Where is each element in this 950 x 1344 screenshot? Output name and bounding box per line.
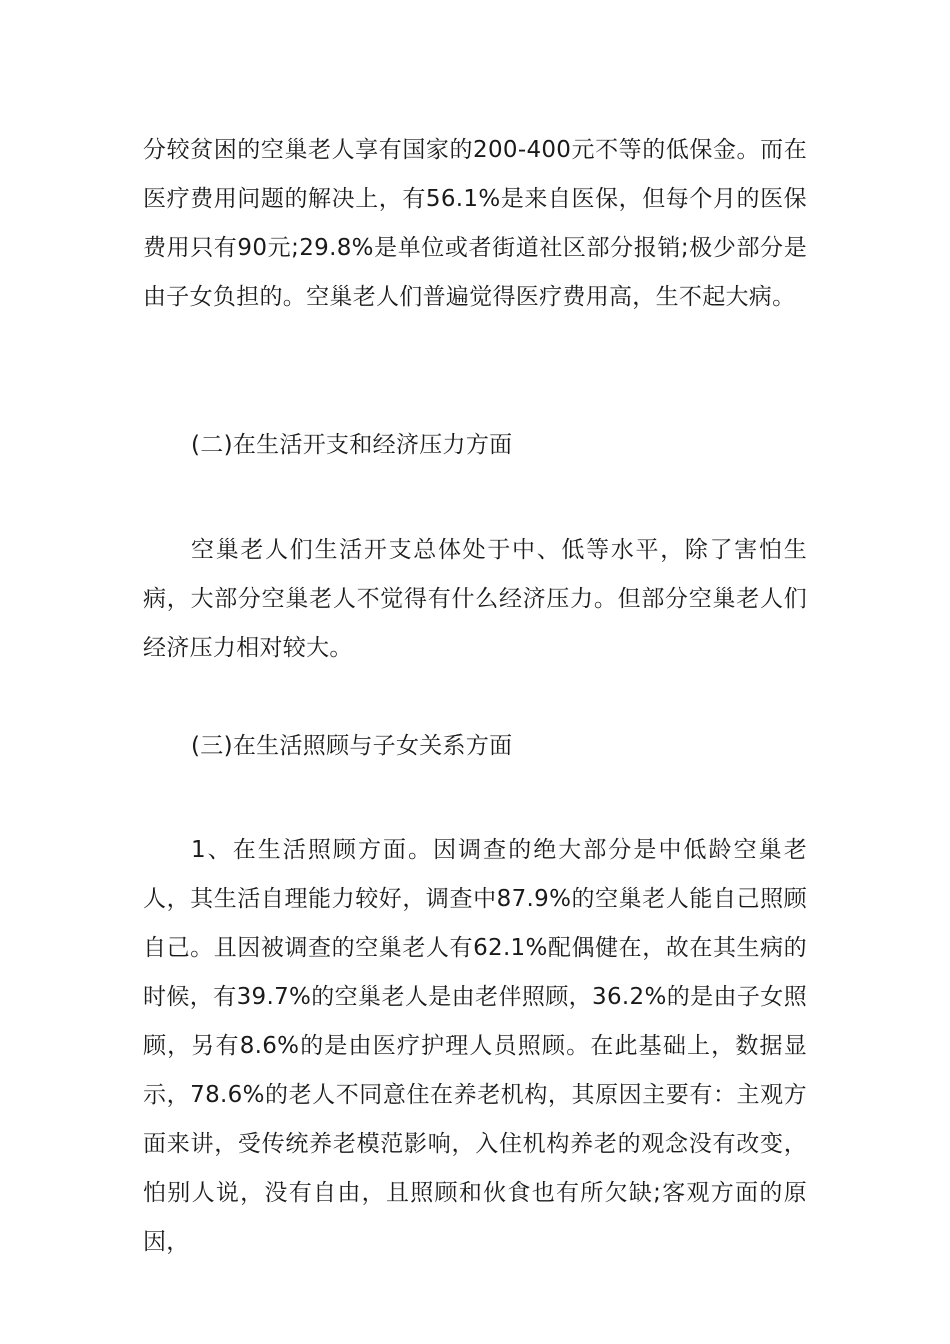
section-heading-3: (三)在生活照顾与子女关系方面 — [191, 733, 513, 759]
paragraph-living-expenses: 空巢老人们生活开支总体处于中、低等水平，除了害怕生病，大部分空巢老人不觉得有什么经济压力。但部分空巢老人们经济压力相对较大。 — [143, 537, 807, 661]
paragraph-life-care: 1、在生活照顾方面。因调查的绝大部分是中低龄空巢老人，其生活自理能力较好，调查中87.9%的空巢老人能自己照顾自己。且因被调查的空巢老人有62.1%配偶健在，故在其生病的时候，有39.7%的空巢老人是由老伴照顾，36.2%的是由子女照顾，另有8.6%的是由医疗护理人员照顾。在此基础上，数据显示，78.6%的老人不同意住在养老机构，其原因主要有：主观方面来讲，受传统养老模范影响，入住机构养老的观念没有改变，怕别人说，没有自由，且照顾和伙食也有所欠缺;客观方面的原因， — [143, 837, 807, 1255]
paragraph-medical-costs: 分较贫困的空巢老人享有国家的200-400元不等的低保金。而在医疗费用问题的解决上，有56.1%是来自医保，但每个月的医保费用只有90元;29.8%是单位或者街道社区部分报销;极少部分是由子女负担的。空巢老人们普遍觉得医疗费用高，生不起大病。 — [143, 137, 807, 310]
section-heading-2: (二)在生活开支和经济压力方面 — [191, 432, 513, 458]
